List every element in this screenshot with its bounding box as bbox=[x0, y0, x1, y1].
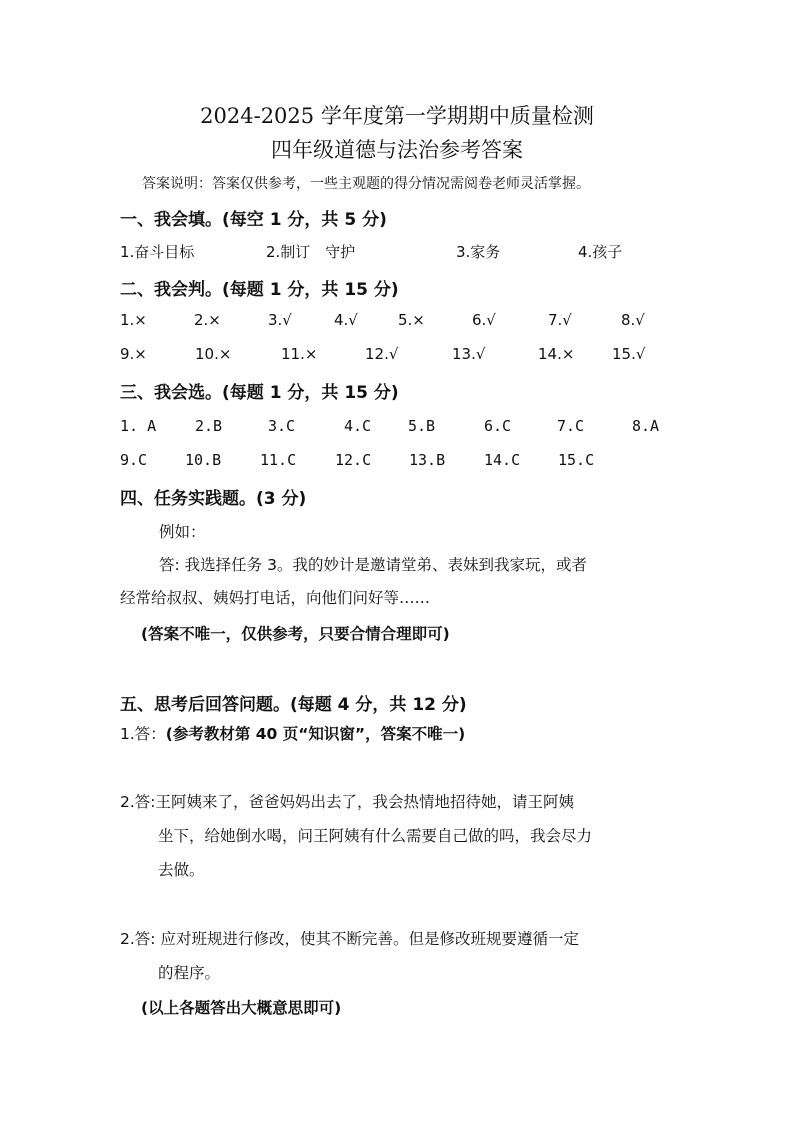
choice-answer: 12.C bbox=[335, 451, 372, 469]
choice-answer: 13.B bbox=[409, 451, 446, 469]
judge-answer: 9.× bbox=[120, 345, 147, 363]
judge-answer: 5.× bbox=[398, 311, 425, 329]
judge-answer: 3.√ bbox=[268, 311, 292, 329]
judge-answer: 4.√ bbox=[334, 311, 358, 329]
judge-answer: 6.√ bbox=[472, 311, 496, 329]
choice-answer: 11.C bbox=[260, 451, 297, 469]
task-answer-note: (答案不唯一，仅供参考，只要合情合理即可) bbox=[141, 625, 450, 643]
question-2-line-1: 2.答:王阿姨来了，爸爸妈妈出去了，我会热情地招待她，请王阿姨 bbox=[120, 793, 575, 811]
choice-answer: 6.C bbox=[484, 417, 512, 435]
document-subtitle: 四年级道德与法治参考答案 bbox=[271, 138, 523, 162]
judge-answer: 15.√ bbox=[612, 345, 646, 363]
choice-answer: 7.C bbox=[557, 417, 585, 435]
question-3-line-2: 的程序。 bbox=[158, 964, 221, 982]
choice-answer: 1. A bbox=[120, 417, 157, 435]
choice-answer: 8.A bbox=[632, 417, 660, 435]
question-2-line-2: 坐下，给她倒水喝，问王阿姨有什么需要自己做的吗，我会尽力 bbox=[158, 827, 593, 845]
closing-note: (以上各题答出大概意思即可) bbox=[141, 999, 342, 1017]
judge-answer: 8.√ bbox=[621, 311, 645, 329]
example-label: 例如： bbox=[159, 523, 206, 541]
question-2-line-3: 去做。 bbox=[158, 861, 205, 879]
question-3-line-1: 2.答: 应对班规进行修改，使其不断完善。但是修改班规要遵循一定 bbox=[120, 930, 579, 948]
choice-answer: 10.B bbox=[185, 451, 222, 469]
task-answer-line-1: 答: 我选择任务 3。我的妙计是邀请堂弟、表妹到我家玩，或者 bbox=[159, 556, 587, 574]
fill-answer-1: 1.奋斗目标 bbox=[120, 243, 195, 261]
choice-answer: 4.C bbox=[344, 417, 372, 435]
section-5-heading: 五、思考后回答问题。(每题 4 分，共 12 分) bbox=[120, 695, 467, 715]
choice-answer: 5.B bbox=[408, 417, 436, 435]
section-3-heading: 三、我会选。(每题 1 分，共 15 分) bbox=[120, 383, 399, 403]
question-1-answer bbox=[120, 722, 465, 744]
question-1-text: (参考教材第 40 页“知识窗”，答案不唯一) bbox=[165, 725, 466, 743]
fill-answer-2: 2.制订 守护 bbox=[266, 243, 356, 261]
task-answer-line-2: 经常给叔叔、姨妈打电话，向他们问好等…… bbox=[120, 589, 431, 607]
choice-answer: 3.C bbox=[268, 417, 296, 435]
section-1-heading: 一、我会填。(每空 1 分，共 5 分) bbox=[120, 210, 387, 230]
choice-answer: 2.B bbox=[195, 417, 223, 435]
judge-answer: 2.× bbox=[194, 311, 221, 329]
choice-answer: 15.C bbox=[558, 451, 595, 469]
judge-answer: 11.× bbox=[281, 345, 318, 363]
fill-answer-3: 3.家务 bbox=[456, 243, 501, 261]
fill-answer-4: 4.孩子 bbox=[578, 243, 623, 261]
judge-answer: 12.√ bbox=[365, 345, 399, 363]
judge-answer: 14.× bbox=[538, 345, 575, 363]
section-4-heading: 四、任务实践题。(3 分) bbox=[120, 489, 307, 509]
judge-answer: 13.√ bbox=[452, 345, 486, 363]
choice-answer: 14.C bbox=[484, 451, 521, 469]
document-title: 2024-2025 学年度第一学期期中质量检测 bbox=[200, 104, 594, 128]
section-2-heading: 二、我会判。(每题 1 分，共 15 分) bbox=[120, 280, 399, 300]
question-1-prefix: 1.答： bbox=[120, 725, 166, 743]
answer-note: 答案说明：答案仅供参考，一些主观题的得分情况需阅卷老师灵活掌握。 bbox=[142, 176, 590, 192]
judge-answer: 10.× bbox=[195, 345, 232, 363]
judge-answer: 1.× bbox=[120, 311, 147, 329]
judge-answer: 7.√ bbox=[548, 311, 572, 329]
choice-answer: 9.C bbox=[120, 451, 148, 469]
